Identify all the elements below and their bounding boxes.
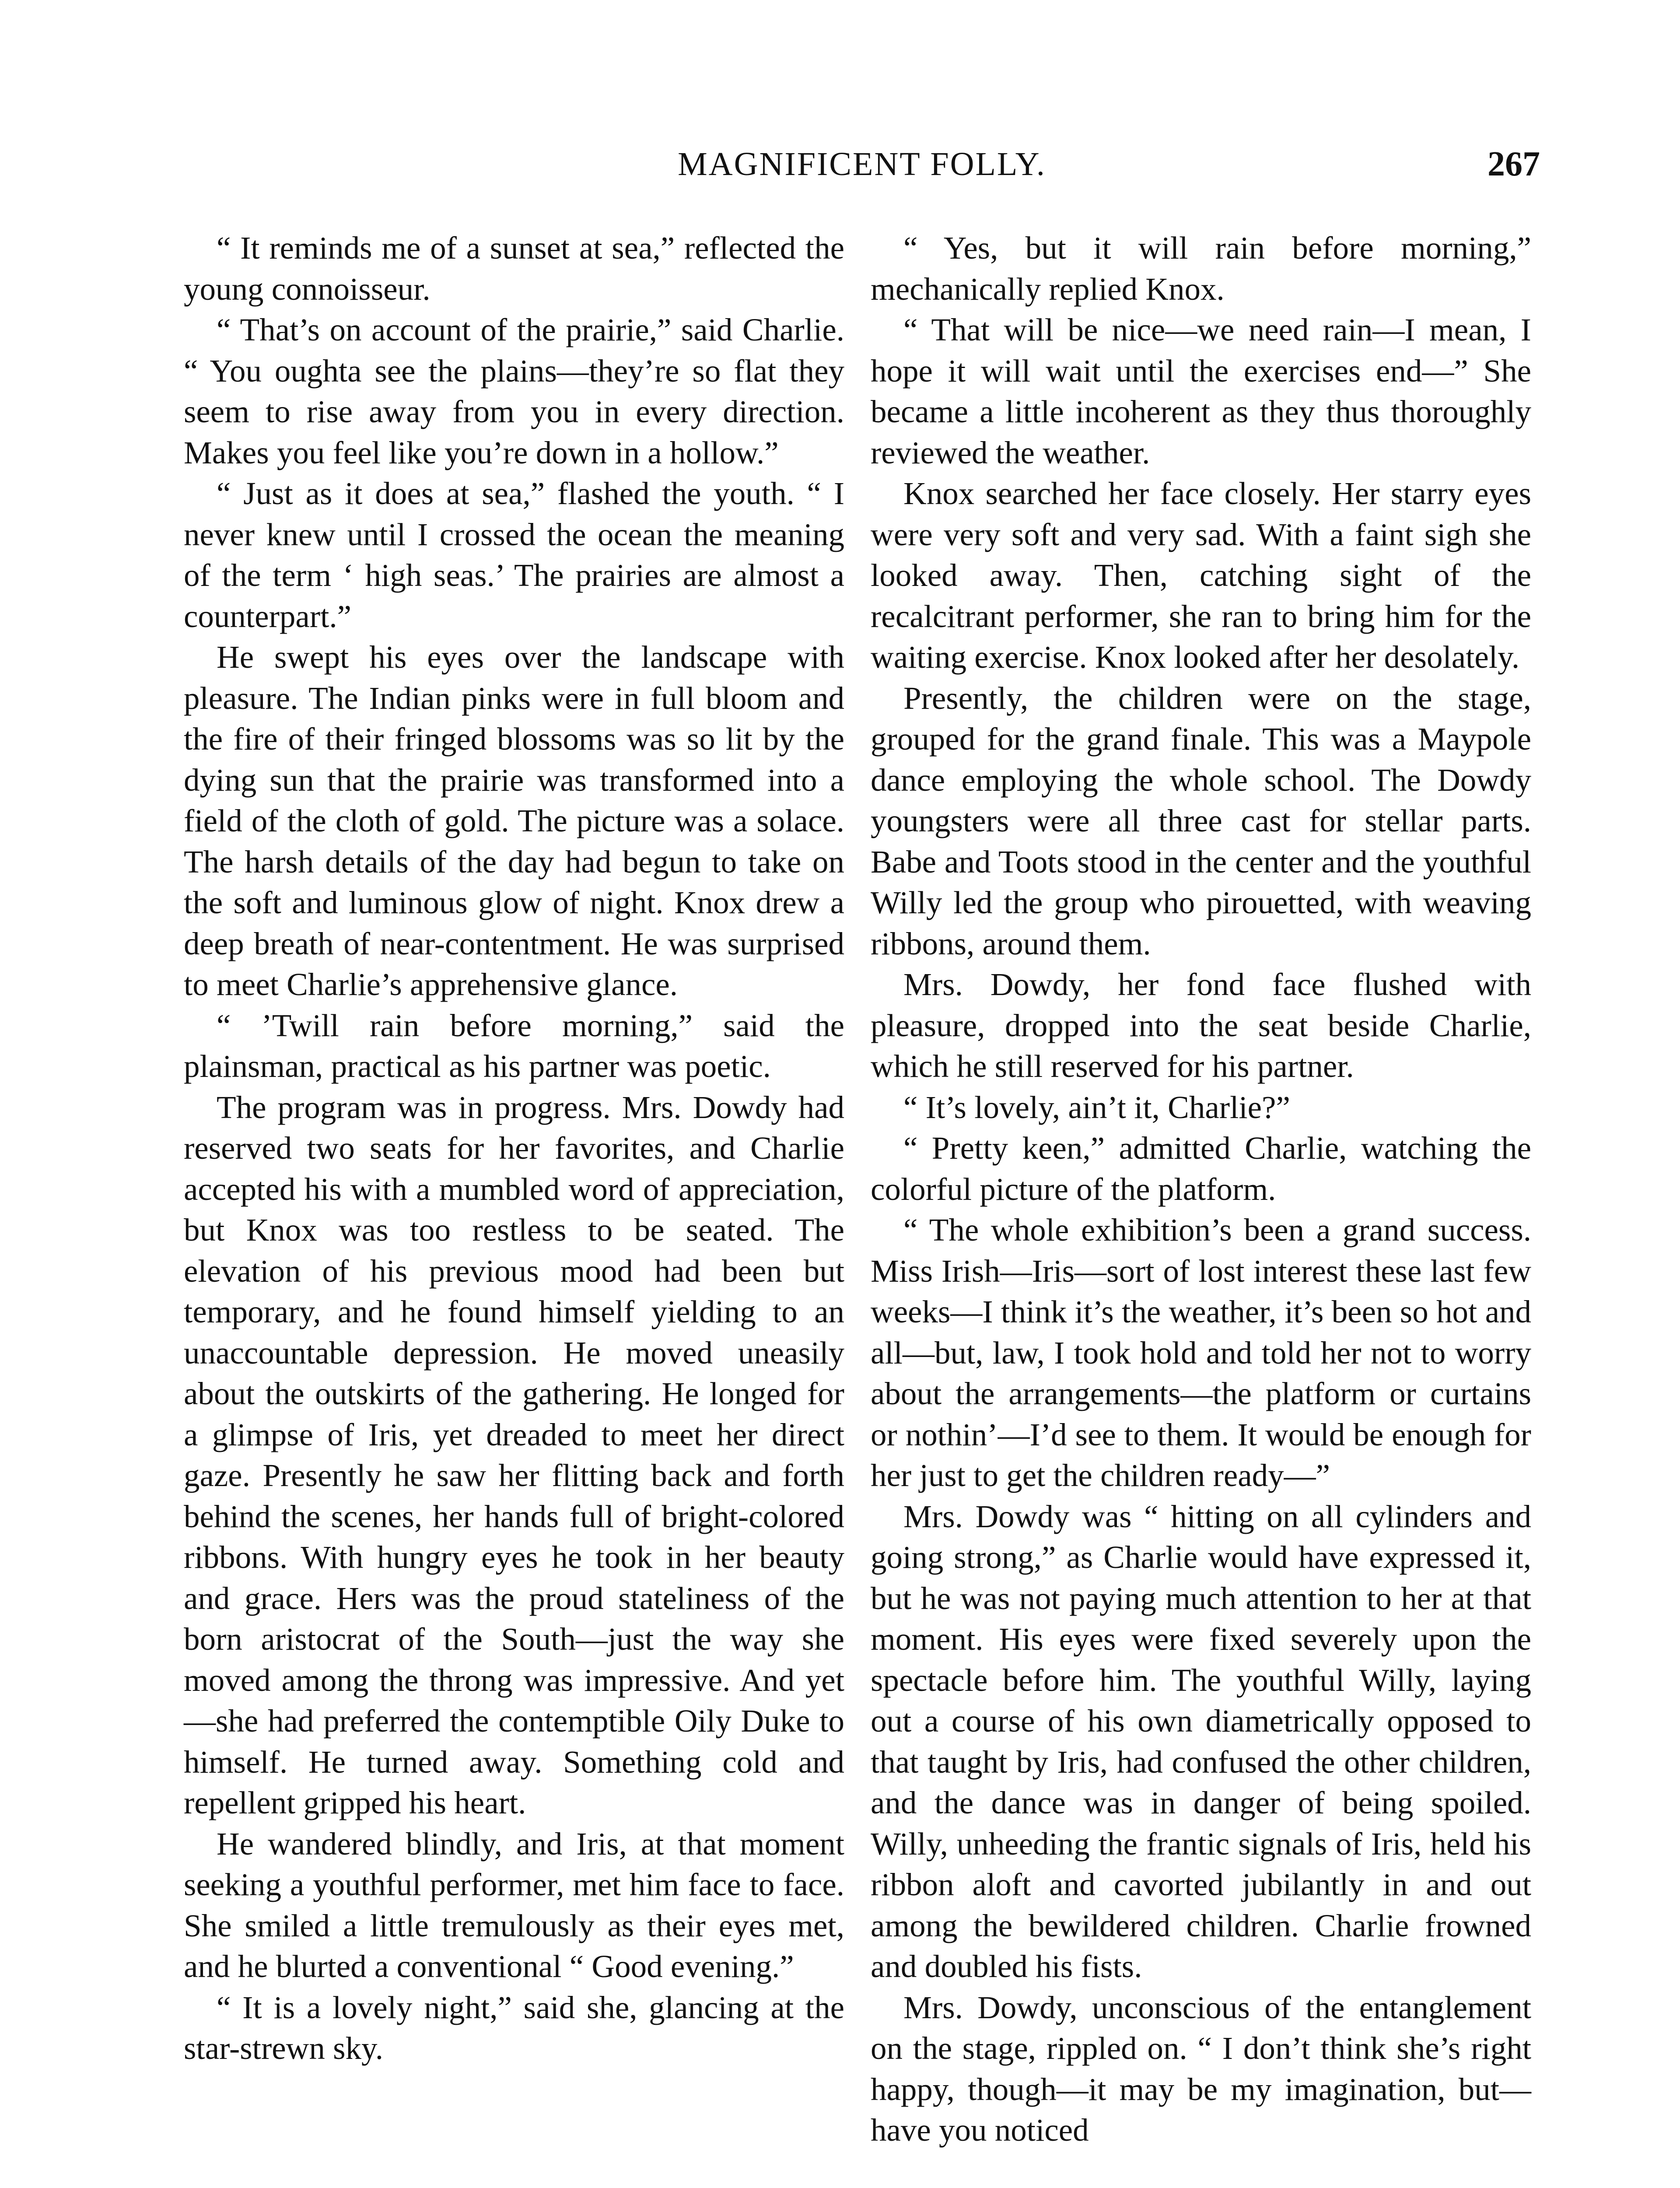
paragraph: Knox searched her face closely. Her starry eyes were very soft and very sad. With a faint sigh she looked away. Then, catching sight of the recalcitrant performer, she ran to bring him for the waiting exercise. Knox looked after her desolately. bbox=[871, 476, 1531, 675]
page-header bbox=[184, 140, 1540, 188]
paragraph: The program was in progress. Mrs. Dowdy had reserved two seats for her favorites, and Charlie accepted his with a mumbled word of appreciation, but Knox was too restless to be seated. The elevation of his previous mood had been but temporary, and he found himself yielding to an unaccountable depression. He moved uneasily about the outskirts of the gathering. He longed for a glimpse of Iris, yet dreaded to meet her direct gaze. Presently he saw her flitting back and forth behind the scenes, her hands full of bright-colored ribbons. With hungry eyes he took in her beauty and grace. Hers was the proud stateliness of the born aristocrat of the South—just the way she moved among the throng was impressive. And yet—she had preferred the contemptible Oily Duke to himself. He turned away. Something cold and repellent gripped his heart. bbox=[184, 1089, 844, 1820]
paragraph: “ The whole exhibition’s been a grand success. Miss Irish—Iris—sort of lost interest these last few weeks—I think it’s the weather, it’s been so hot and all—but, law, I took hold and told her not to worry about the arrangements—the platform or curtains or nothin’—I’d see to them. It would be enough for her just to get the children ready—” bbox=[871, 1212, 1531, 1493]
paragraph: He swept his eyes over the landscape with pleasure. The Indian pinks were in full bloom and the fire of their fringed blossoms was so lit by the dying sun that the prairie was transformed into a field of the cloth of gold. The picture was a solace. The harsh details of the day had begun to take on the soft and luminous glow of night. Knox drew a deep breath of near-contentment. He was surprised to meet Charlie’s apprehensive glance. bbox=[184, 639, 844, 1002]
paragraph: “ That will be nice—we need rain—I mean, I hope it will wait until the exercises end—” She became a little incoherent as they thus thoroughly reviewed the weather. bbox=[871, 312, 1531, 470]
left-text-column bbox=[184, 228, 844, 2069]
right-text-column bbox=[871, 228, 1531, 2151]
paragraph: “ It’s lovely, ain’t it, Charlie?” bbox=[903, 1089, 1290, 1125]
paragraph: Mrs. Dowdy, unconscious of the entanglement on the stage, rippled on. “ I don’t think she’s right happy, though—it may be my imagination, but—have you noticed bbox=[871, 1989, 1531, 2148]
paragraph: Mrs. Dowdy, her fond face flushed with pleasure, dropped into the seat beside Charlie, which he still reserved for his partner. bbox=[871, 967, 1531, 1084]
paragraph: “ Just as it does at sea,” flashed the youth. “ I never knew until I crossed the ocean the meaning of the term ‘ high seas.’ The prairies are almost a counterpart.” bbox=[184, 476, 844, 634]
paragraph: “ It reminds me of a sunset at sea,” reflected the young connoisseur. bbox=[184, 230, 844, 307]
paragraph: “ Yes, but it will rain before morning,” mechanically replied Knox. bbox=[871, 230, 1531, 307]
paragraph: Presently, the children were on the stage, grouped for the grand finale. This was a Maypole dance employing the whole school. The Dowdy youngsters were all three cast for stellar parts. Babe and Toots stood in the center and the youthful Willy led the group who pirouetted, with weaving ribbons, around them. bbox=[871, 680, 1531, 961]
running-title: MAGNIFICENT FOLLY. bbox=[678, 146, 1046, 182]
paragraph: “ ’Twill rain before morning,” said the plainsman, practical as his partner was poetic. bbox=[184, 1007, 844, 1084]
paragraph: “ That’s on account of the prairie,” said Charlie. “ You oughta see the plains—they’re so flat they seem to rise away from you in every direction. Makes you feel like you’re down in a hollow.” bbox=[184, 312, 844, 470]
paragraph: He wandered blindly, and Iris, at that moment seeking a youthful performer, met him face to face. She smiled a little tremulously as their eyes met, and he blurted a conventional “ Good evening.” bbox=[184, 1826, 844, 1984]
paragraph: Mrs. Dowdy was “ hitting on all cylinders and going strong,” as Charlie would have expressed it, but he was not paying much attention to her at that moment. His eyes were fixed severely upon the spectacle before him. The youthful Willy, laying out a course of his own diametrically opposed to that taught by Iris, had confused the other children, and the dance was in danger of being spoiled. Willy, unheeding the frantic signals of Iris, held his ribbon aloft and cavorted jubilantly in and out among the bewildered children. Charlie frowned and doubled his fists. bbox=[871, 1498, 1531, 1984]
paragraph: “ It is a lovely night,” said she, glancing at the star-strewn sky. bbox=[184, 1989, 844, 2066]
page-number: 267 bbox=[1488, 145, 1540, 183]
paragraph: “ Pretty keen,” admitted Charlie, watching the colorful picture of the platform. bbox=[871, 1130, 1531, 1207]
